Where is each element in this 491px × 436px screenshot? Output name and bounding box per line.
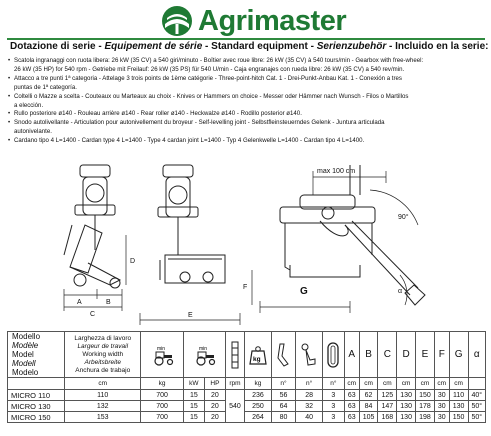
spec-table-header bbox=[8, 332, 486, 378]
svg-text:min: min bbox=[199, 345, 208, 352]
svg-text:kg: kg bbox=[252, 355, 261, 363]
feature-item: • Coltelli o Mazze a scelta - Couteaux ou Marteaux au choix - Knives or Hammers on choice - Messer oder Hämmer nach Wunsch - Filos o Martillos bbox=[7, 93, 487, 102]
feature-item: • Snodo autolivellante - Articulation pour autonivellement du broyeur - Self-levelling joint - Selbstfleinsteuerndes Gelenk - Juntura articulada bbox=[7, 119, 487, 128]
brand-logo bbox=[160, 4, 346, 38]
front-view-drawing bbox=[158, 165, 225, 283]
header-rule bbox=[7, 38, 485, 40]
heading-de: Serienzubehör bbox=[316, 41, 387, 52]
col-b-header: B bbox=[359, 332, 378, 378]
dim-label-d: D bbox=[130, 258, 136, 265]
model-header: Modello Modèle Model Modell Modelo bbox=[8, 332, 65, 378]
machine-weight-header bbox=[245, 332, 272, 378]
col-g-header: G bbox=[449, 332, 468, 378]
pto-shaft-icon bbox=[229, 340, 241, 370]
col-e-header: E bbox=[416, 332, 435, 378]
feature-list bbox=[7, 57, 487, 146]
table-row: MICRO 110 110 700 15 20 540 236 56 28 3 63 62 125 130 150 30 110 40° bbox=[8, 390, 486, 401]
spec-table bbox=[7, 331, 486, 423]
feature-item-cont: autonivelante. bbox=[14, 128, 52, 136]
heading-fr: Equipement de série bbox=[104, 41, 203, 52]
svg-text:min: min bbox=[157, 345, 166, 352]
dim-label-b: B bbox=[106, 299, 111, 306]
heading-it: Dotazione di serie - bbox=[10, 41, 105, 52]
tractor-power-header bbox=[183, 332, 225, 378]
tractor-power-icon bbox=[189, 344, 219, 366]
working-width-header: Larghezza di lavoro Largeur de travail Working width Arbeitsbreite Anchura de trabajo bbox=[65, 332, 141, 378]
col-a-header: A bbox=[344, 332, 359, 378]
dim-label-c: C bbox=[90, 311, 96, 318]
tractor-weight-icon bbox=[147, 344, 177, 366]
feature-item-cont: 26 kW (35 HP) for 540 rpm - Getriebe mit Freilauf: 26 kW (35 PS) für 540 U/min - Caja engranajes con rueda libre: 26 kW (35 CV) a 540 rev/min. bbox=[14, 65, 405, 73]
hammers-header bbox=[296, 332, 323, 378]
table-row: MICRO 150 153 700 15 20 264 80 40 3 63 105 168 130 198 30 150 50° bbox=[8, 412, 486, 423]
col-c-header: C bbox=[378, 332, 397, 378]
knives-header bbox=[271, 332, 295, 378]
heading-en: Standard equipment bbox=[211, 41, 308, 52]
tractor-weight-header bbox=[141, 332, 183, 378]
belt-icon bbox=[326, 341, 340, 369]
brand-name: Agrimaster bbox=[198, 4, 347, 37]
weight-icon bbox=[249, 345, 267, 365]
feature-item: • Cardano tipo 4 L=1400 - Cardan type 4 L=1400 - Type 4 cardan joint L=1400 - Typ 4 Gelenkwelle L=1400 - Cardan tipo 4 L=1400. bbox=[7, 137, 487, 146]
side-view-drawing bbox=[64, 165, 120, 288]
col-d-header: D bbox=[397, 332, 416, 378]
feature-item-cont: a elección. bbox=[14, 101, 44, 109]
dim-label-f: F bbox=[243, 284, 248, 291]
dim-label-e: E bbox=[188, 312, 193, 319]
knife-icon bbox=[276, 342, 292, 368]
agrimaster-logo-icon bbox=[160, 4, 194, 38]
hammer-icon bbox=[300, 342, 318, 368]
heading-es: Incluido en la serie: bbox=[395, 41, 489, 52]
feature-item-cont: puntas de 1ª categoría. bbox=[14, 83, 77, 91]
pto-shaft-header bbox=[225, 332, 244, 378]
rear-view-drawing bbox=[280, 165, 425, 305]
rpm-cell: 540 bbox=[225, 390, 244, 423]
col-alpha-header: α bbox=[468, 332, 486, 378]
technical-drawings bbox=[0, 155, 491, 330]
dim-label-alpha: α bbox=[398, 288, 403, 295]
belts-header bbox=[323, 332, 345, 378]
feature-item: • Scatola ingranaggi con ruota libera: 26 kW (35 CV) a 540 giri/minuto - Boîtier avec roue libre: 26 kW (35 CV) à 540 tours/min - Gearbox with free-wheel: bbox=[7, 57, 487, 66]
standard-equipment-heading: Dotazione di serie - Equipement de série - Standard equipment - Serienzubehör - Incluido en la serie: bbox=[10, 41, 489, 52]
dim-label-a: A bbox=[77, 299, 82, 306]
feature-item: • Rullo posteriore ø140 - Rouleau arrière ø140 - Rear roller ø140 - Heckwalze ø140 - Rodillo posterior ø140. bbox=[7, 110, 487, 119]
feature-item: • Attacco a tre punti 1ª categoria - Attelage 3 trois points de 1ème catégorie - Three-point-hitch Cat. 1 - Drei-Punkt-Anbau Kat. 1 - Conexión a tres bbox=[7, 75, 487, 84]
table-row: MICRO 130 132 700 15 20 250 64 32 3 63 84 147 130 178 30 130 50° bbox=[8, 401, 486, 412]
dim-label-angle-90: 90° bbox=[398, 214, 409, 221]
dim-label-max: max 100 cm bbox=[317, 168, 356, 175]
col-f-header: F bbox=[434, 332, 449, 378]
dim-label-g: G bbox=[300, 286, 308, 297]
spec-table-units: cm kg kW HP rpm kg n° n° n° cm cm cm cm cm cm cm bbox=[8, 378, 486, 390]
